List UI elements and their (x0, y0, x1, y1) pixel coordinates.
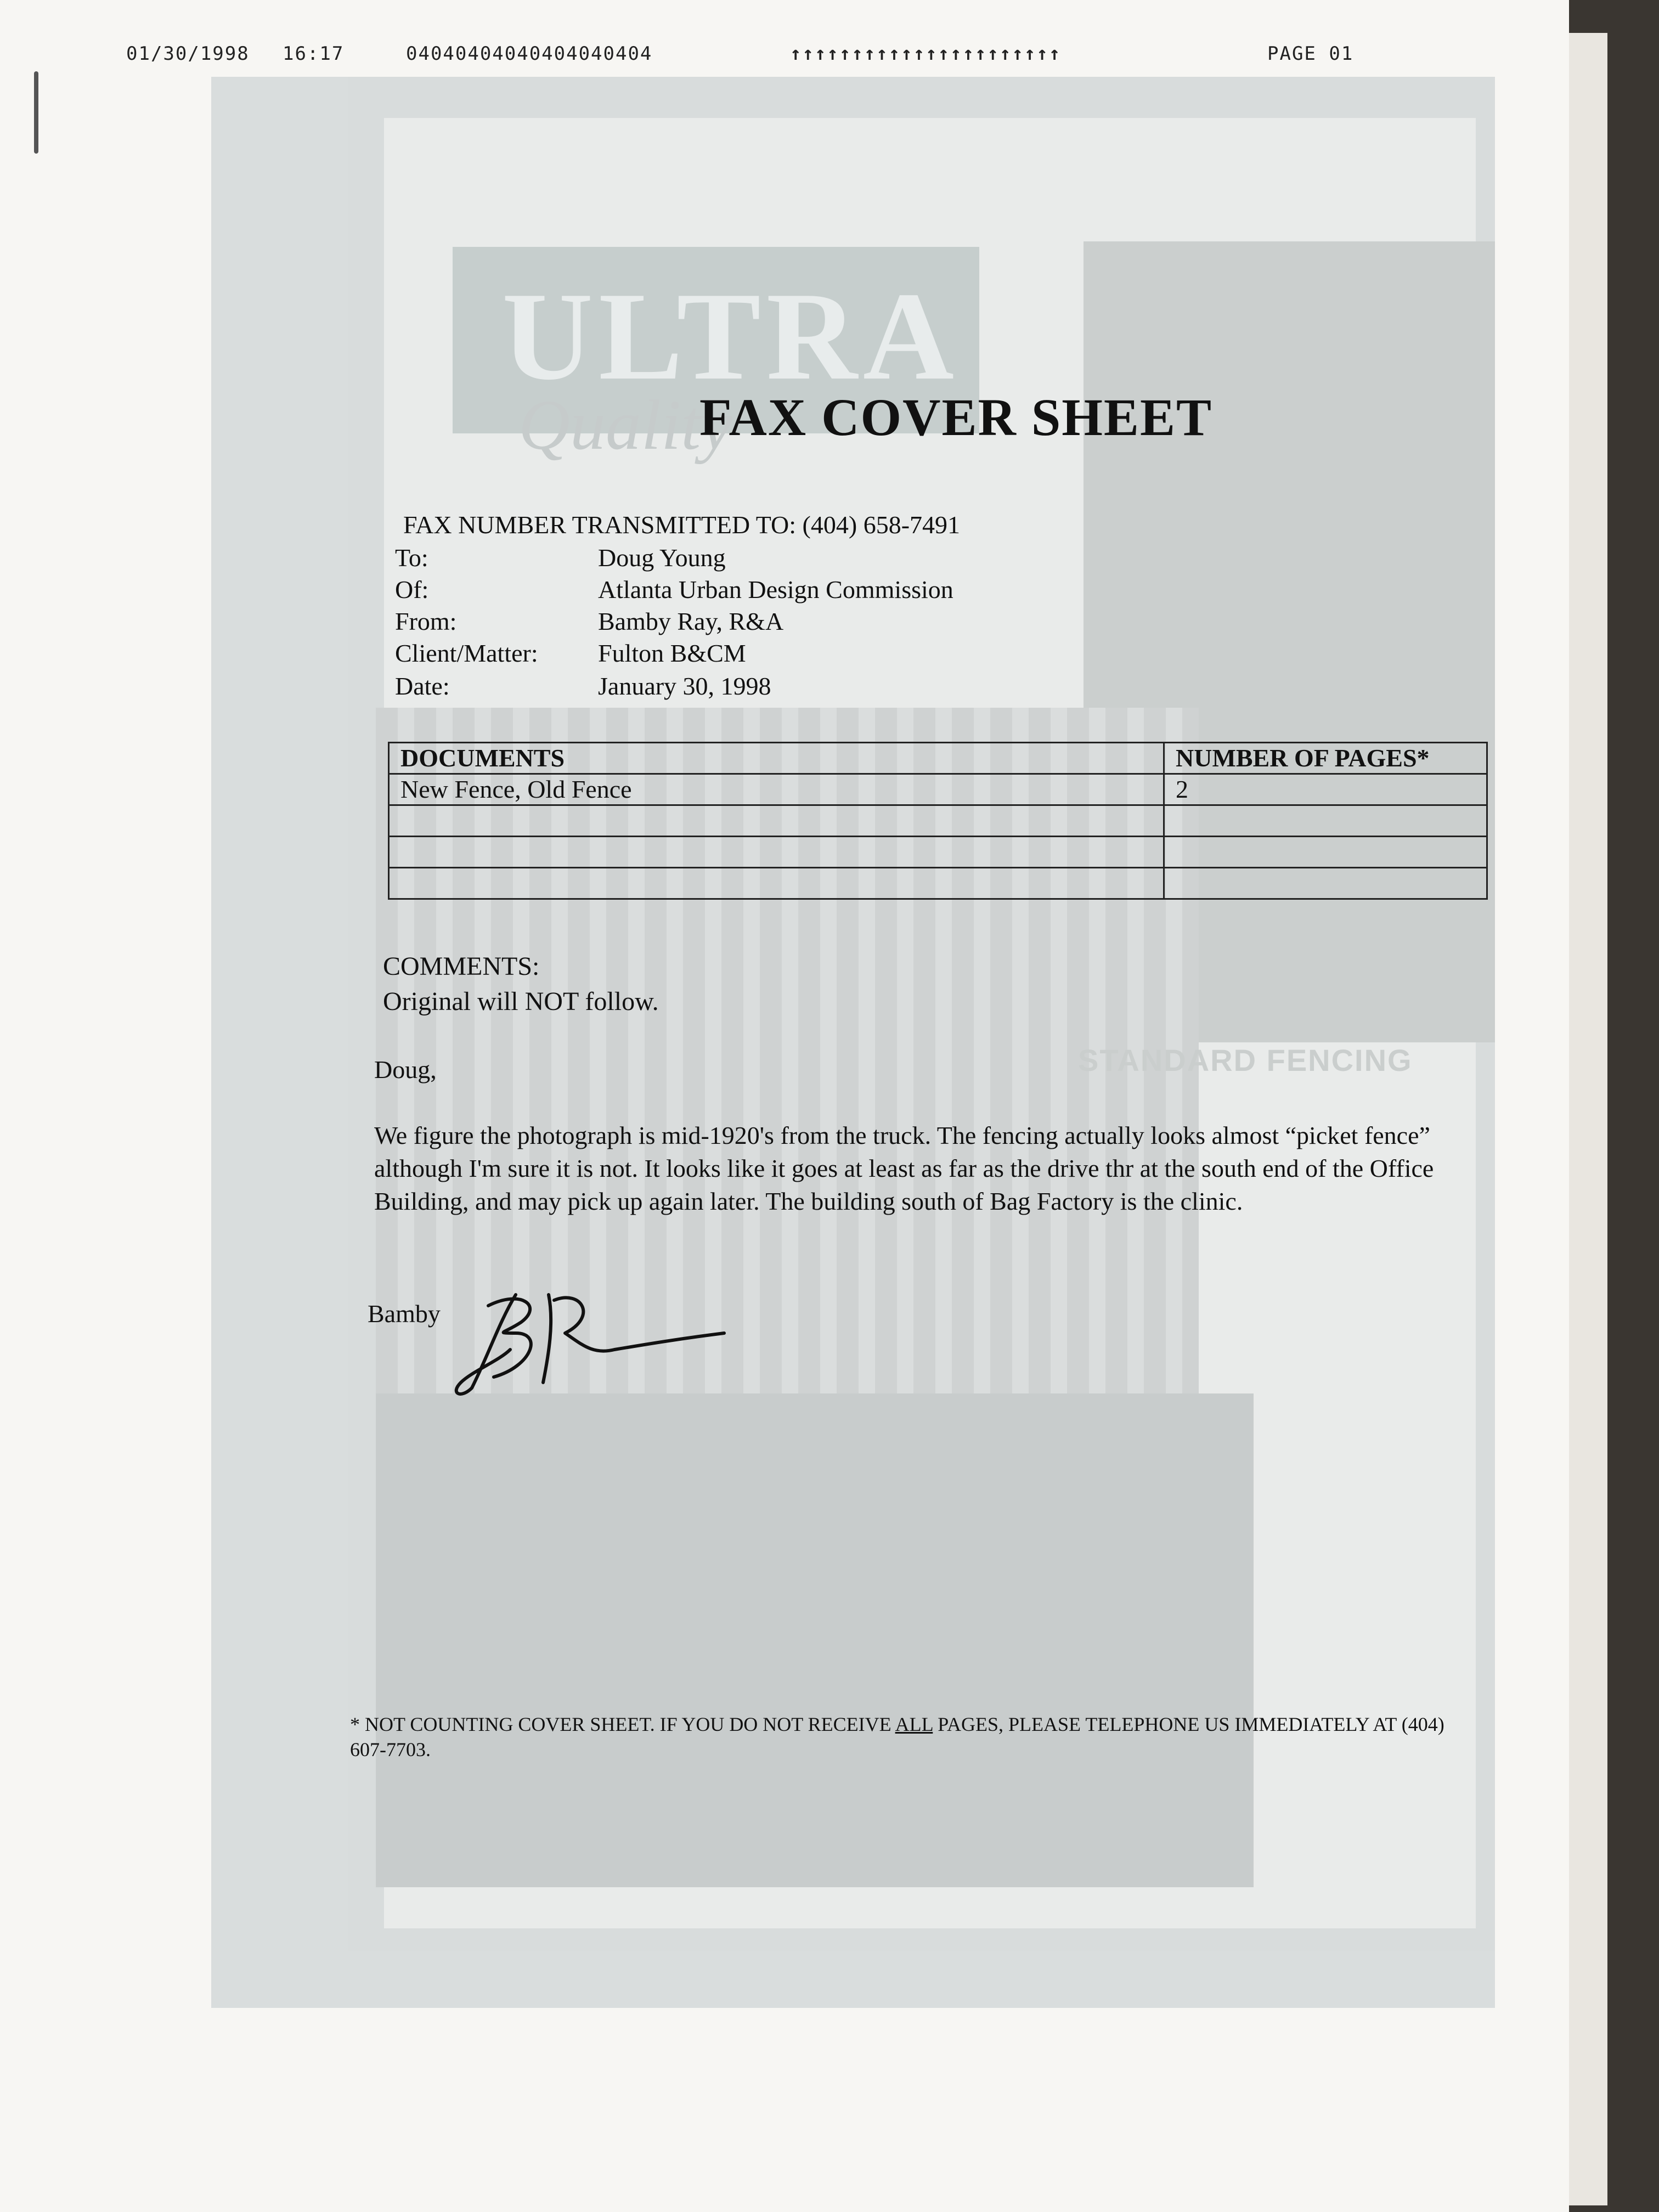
table-row (389, 837, 1487, 868)
table-cell (389, 868, 1164, 899)
fax-header-page: PAGE 01 (1267, 43, 1354, 65)
field-value: Fulton B&CM (598, 639, 746, 667)
table-row (389, 868, 1487, 899)
table-row (389, 774, 1487, 805)
column-header-pages: NUMBER OF PAGES* (1164, 743, 1487, 774)
greeting: Doug, (374, 1056, 437, 1084)
footer-note (350, 1712, 1475, 1762)
table-cell (1164, 868, 1487, 899)
fax-header-time: 16:17 (283, 43, 345, 65)
footer-note-emphasis: ALL (895, 1713, 933, 1735)
field-label: From: (395, 607, 457, 635)
page-title: FAX COVER SHEET (699, 388, 1213, 447)
field-label: Date: (395, 672, 450, 700)
field-value: Bamby Ray, R&A (598, 607, 784, 635)
flyer-tagline: Quality (518, 386, 732, 465)
table-cell: 2 (1164, 774, 1487, 805)
field-label: Of: (395, 575, 429, 603)
documents-table (388, 742, 1488, 900)
table-cell (1164, 837, 1487, 868)
comments-block (383, 949, 659, 1019)
message-body: We figure the photograph is mid-1920's from the truck. The fencing actually looks almost “picket fence” although I'm sure it is not. It looks like it goes at least as far as the drive thr at the south end of the Office Building, and may pick up again later. The building south of Bag Factory is the clinic. (374, 1121, 1434, 1215)
table-cell (389, 837, 1164, 868)
column-header-documents: DOCUMENTS (389, 743, 1164, 774)
fax-number-line (403, 510, 960, 539)
flyer-heading: STANDARD FENCING (1078, 1043, 1413, 1077)
footer-note-start: * NOT COUNTING COVER SHEET. IF YOU DO NOT RECEIVE (350, 1713, 895, 1735)
fax-number-text: FAX NUMBER TRANSMITTED TO: (404) 658-7491 (403, 511, 961, 539)
field-value: Doug Young (598, 544, 726, 572)
handwritten-signature (450, 1273, 735, 1404)
footer-note-end: PAGES, PLEASE TELEPHONE US IMMEDIATELY AT (404) 607-7703. (350, 1713, 1444, 1760)
fax-header-id-marks: ↑↑↑↑↑↑↑↑↑↑↑↑↑↑↑↑↑↑↑↑↑↑ (790, 43, 1062, 65)
field-label: To: (395, 544, 428, 572)
table-row (389, 805, 1487, 837)
table-cell (389, 805, 1164, 837)
table-cell: New Fence, Old Fence (389, 774, 1164, 805)
field-value: Atlanta Urban Design Commission (598, 575, 953, 603)
fax-header-number: 04040404040404040404 (406, 43, 653, 65)
signoff-name: Bamby (368, 1300, 441, 1328)
field-value: January 30, 1998 (598, 672, 771, 700)
comments-text: Original will NOT follow. (383, 987, 659, 1016)
field-label: Client/Matter: (395, 639, 538, 667)
table-cell (1164, 805, 1487, 837)
fax-header-date: 01/30/1998 (126, 43, 250, 65)
comments-label: COMMENTS: (383, 952, 540, 981)
table-header-row (389, 743, 1487, 774)
flyer-logo-text: ULTRA (502, 266, 960, 406)
